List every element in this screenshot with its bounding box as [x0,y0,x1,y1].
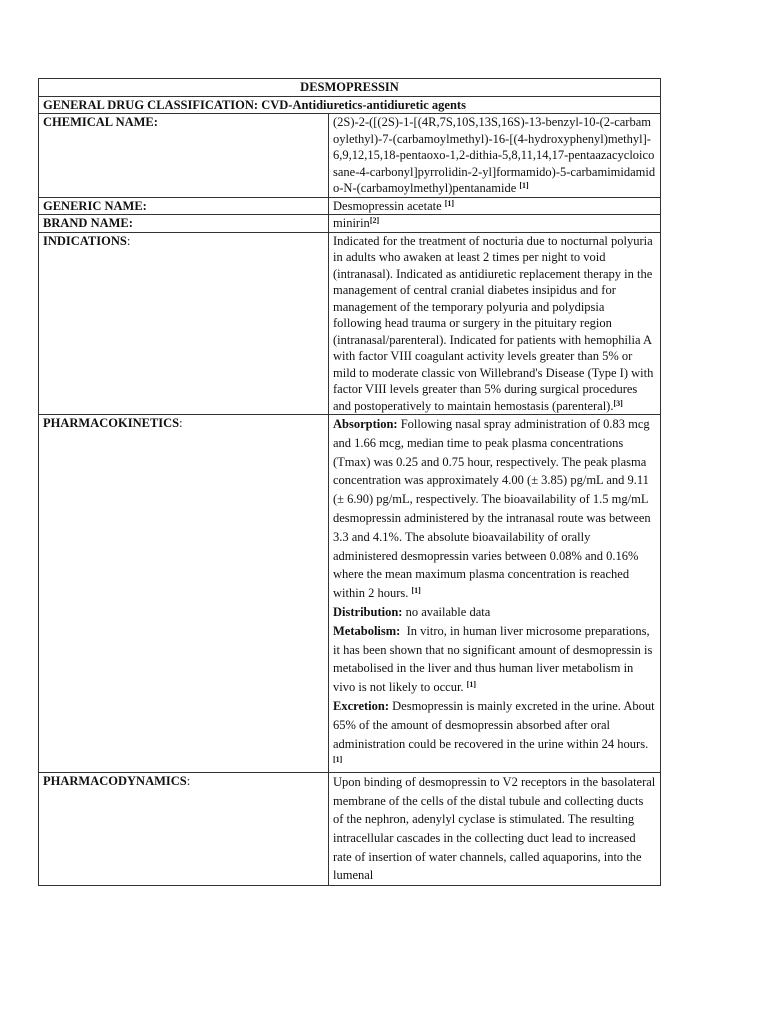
pharmacokinetics-label [39,415,329,773]
indications-row [39,232,661,415]
absorption-heading: Absorption: [333,417,398,431]
excretion-ref: [1] [333,755,343,765]
generic-name-row [39,197,661,215]
indications-text: Indicated for the treatment of nocturia due to nocturnal polyuria in adults who awaken at least 2 times per night to void (intranasal). Indicated as antidiuretic replacement therapy in the management of central cranial diabetes insipidus and for management of the temporary polyuria and polydipsia following head trauma or surgery in the pituitary region (intranasal/parenteral). Indicated for patients with hemophilia A with factor VIII coagulant activity levels greater than 5% or mild to moderate classic von Willebrand's Disease (Type I) with factor VIII levels greater than 5% during surgical procedures and postoperatively to maintain hemostasis (parenteral). [333,233,654,413]
excretion-text: Desmopressin is mainly excreted in the urine. About 65% of the amount of desmopressin absorbed after oral administration could be recovered in the urine within 24 hours. [333,698,655,751]
generic-name-text: Desmopressin acetate [333,198,442,213]
chemical-name-label-text: CHEMICAL NAME: [43,115,158,129]
absorption-ref: [1] [411,586,421,596]
absorption-paragraph [333,415,656,603]
distribution-text: no available data [402,604,491,619]
excretion-heading: Excretion: [333,698,390,713]
pharmacokinetics-label-text: PHARMACOKINETICS [43,416,180,430]
generic-name-label-text: GENERIC NAME: [43,198,147,213]
pharmacodynamics-label [39,773,329,886]
indications-value [329,232,661,415]
distribution-paragraph [333,603,656,622]
generic-name-value [329,197,661,215]
title-row [39,79,661,97]
excretion-paragraph [333,697,656,772]
pharmacokinetics-row [39,415,661,773]
chemical-name-label [39,114,329,198]
metabolism-ref: [1] [466,680,476,690]
drug-title: DESMOPRESSIN [39,79,661,97]
absorption-text: Following nasal spray administration of 0.83 mcg and 1.66 mcg, median time to peak plasma concentrations (Tmax) was 0.25 and 0.75 hour, respectively. The peak plasma concentration was approximately 4.00 (± 3.85) pg/mL and 9.11 (± 6.90) pg/mL, respectively. The bioavailability of 1.5 mg/mL desmopressin administered by the intranasal route was between 3.3 and 4.1%. The absolute bioavailability of orally administered desmopressin varies between 0.08% and 0.16% where the mean maximum plasma concentration is reached within 2 hours. [333,417,651,601]
classification-row [39,96,661,114]
pharmacokinetics-value [329,415,661,773]
metabolism-heading: Metabolism: [333,623,401,638]
pharmacodynamics-row [39,773,661,886]
indications-ref: [3] [613,398,623,408]
pharmacodynamics-label-text: PHARMACODYNAMICS [43,774,187,789]
pharmacodynamics-value [329,773,661,886]
metabolism-text: In vitro, in human liver microsome preparations, it has been shown that no significant amount of desmopressin is metabolised in the liver and thus human liver metabolism in vivo is not likely to occur. [333,623,656,695]
brand-name-value [329,215,661,233]
chemical-name-row [39,114,661,198]
brand-name-text: minirin [333,216,370,230]
brand-name-label [39,215,329,233]
pharmacodynamics-label-colon: : [186,774,191,789]
indications-label [39,232,329,415]
pharmacodynamics-text: Upon binding of desmopressin to V2 receptors in the basolateral membrane of the cells of the distal tubule and collecting ducts of the nephron, adenylyl cyclase is stimulated. The resulting intracellular cascades in the collecting duct lead to increased rate of insertion of water channels, called aquaporins, into the lumenal [333,775,656,883]
indications-label-text: INDICATIONS [43,233,127,248]
generic-name-ref: [1] [444,198,455,208]
generic-name-label [39,197,329,215]
chemical-name-text: (2S)-2-([(2S)-1-[(4R,7S,10S,13S,16S)-13-benzyl-10-(2-carbamoylethyl)-7-(carbamoylmethyl)-16-[(4-hydroxyphenyl)methyl]-6,9,12,15,18-pentaoxo-1,2-dithia-5,8,11,14,17-pentaazacycloicosane-4-carbonyl]pyrrolidin-2-yl]formamido)-5-carbamimidamido-N-(carbamoylmethyl)pentanamide [333,115,656,195]
pharmacokinetics-label-colon: : [179,416,183,430]
brand-name-row [39,215,661,233]
drug-monograph-table [38,78,661,886]
chemical-name-ref: [1] [519,181,529,190]
drug-classification: GENERAL DRUG CLASSIFICATION: CVD-Antidiuretics-antidiuretic agents [39,96,661,114]
brand-name-ref: [2] [369,216,380,225]
distribution-heading: Distribution: [333,604,403,619]
metabolism-paragraph [333,622,656,697]
brand-name-label-text: BRAND NAME: [43,216,133,230]
indications-label-colon: : [126,233,131,248]
chemical-name-value [329,114,661,198]
